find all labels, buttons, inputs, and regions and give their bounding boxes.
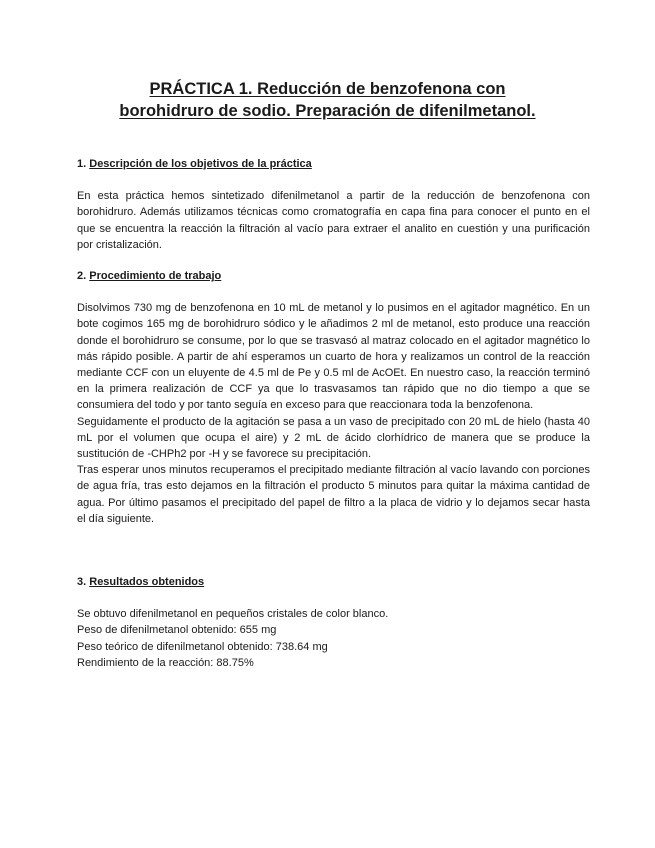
section-procedure xyxy=(77,268,590,527)
section-number: 1. xyxy=(77,158,87,170)
result-line: Se obtuvo difenilmetanol en pequeños cristales de color blanco. xyxy=(77,608,389,621)
page-title xyxy=(60,78,595,122)
section-number: 3. xyxy=(77,576,87,588)
result-line: Rendimiento de la reacción: 88.75% xyxy=(77,656,254,669)
section-heading xyxy=(77,156,590,172)
section-title: Procedimiento de trabajo xyxy=(89,270,222,282)
result-line: Peso de difenilmetanol obtenido: 655 mg xyxy=(77,624,277,637)
section-results xyxy=(77,574,590,671)
title-line-1: PRÁCTICA 1. Reducción de benzofenona con xyxy=(149,80,506,98)
section-heading xyxy=(77,574,590,590)
paragraph: En esta práctica hemos sintetizado difenilmetanol a partir de la reducción de benzofenona con borohidruro. Además utilizamos técnicas como cromatografía en capa fina para conocer el punto en el que se encuentra la reacción la filtración al vacío para extraer el analito en cuestión y una purificación por cristalización. xyxy=(77,190,590,251)
result-line: Peso teórico de difenilmetanol obtenido: 738.64 mg xyxy=(77,640,328,653)
title-line-2: borohidruro de sodio. Preparación de difenilmetanol. xyxy=(119,102,536,120)
section-heading xyxy=(77,268,590,284)
section-objectives xyxy=(77,156,590,253)
paragraph: Seguidamente el producto de la agitación se pasa a un vaso de precipitado con 20 mL de hielo (hasta 40 mL por el volumen que ocupa el aire) y 2 mL de ácido clorhídrico de manera que se produce la sustitución de -CHPh2 por -H y se favorece su precipitación. xyxy=(77,415,590,461)
section-number: 2. xyxy=(77,270,87,282)
section-title: Resultados obtenidos xyxy=(89,576,205,588)
section-title: Descripción de los objetivos de la práctica xyxy=(89,158,312,170)
paragraph: Tras esperar unos minutos recuperamos el precipitado mediante filtración al vacío lavando con porciones de agua fría, tras esto dejamos en la filtración el producto 5 minutos para quitar la máxima cantidad de agua. Por último pasamos el precipitado del papel de filtro a la placa de vidrio y lo dejamos secar hasta el día siguiente. xyxy=(77,464,590,525)
paragraph: Disolvimos 730 mg de benzofenona en 10 mL de metanol y lo pusimos en el agitador magnético. En un bote cogimos 165 mg de borohidruro sódico y le añadimos 2 ml de metanol, esto produce una reacción donde el borohidruro se consume, por lo que se trasvasó al matraz colocado en el agitador magnético lo más rápido posible. A partir de ahí esperamos un cuarto de hora y realizamos un control de la reacción mediante CCF con un eluyente de 4.5 ml de Pe y 0.5 ml de AcOEt. En nuestro caso, la reacción terminó en la primera realización de CCF ya que lo trasvasamos tan rápido que no dio tiempo a que se consumiera del todo y por tanto seguía en exceso para que reaccionara toda la benzofenona. xyxy=(77,302,590,412)
